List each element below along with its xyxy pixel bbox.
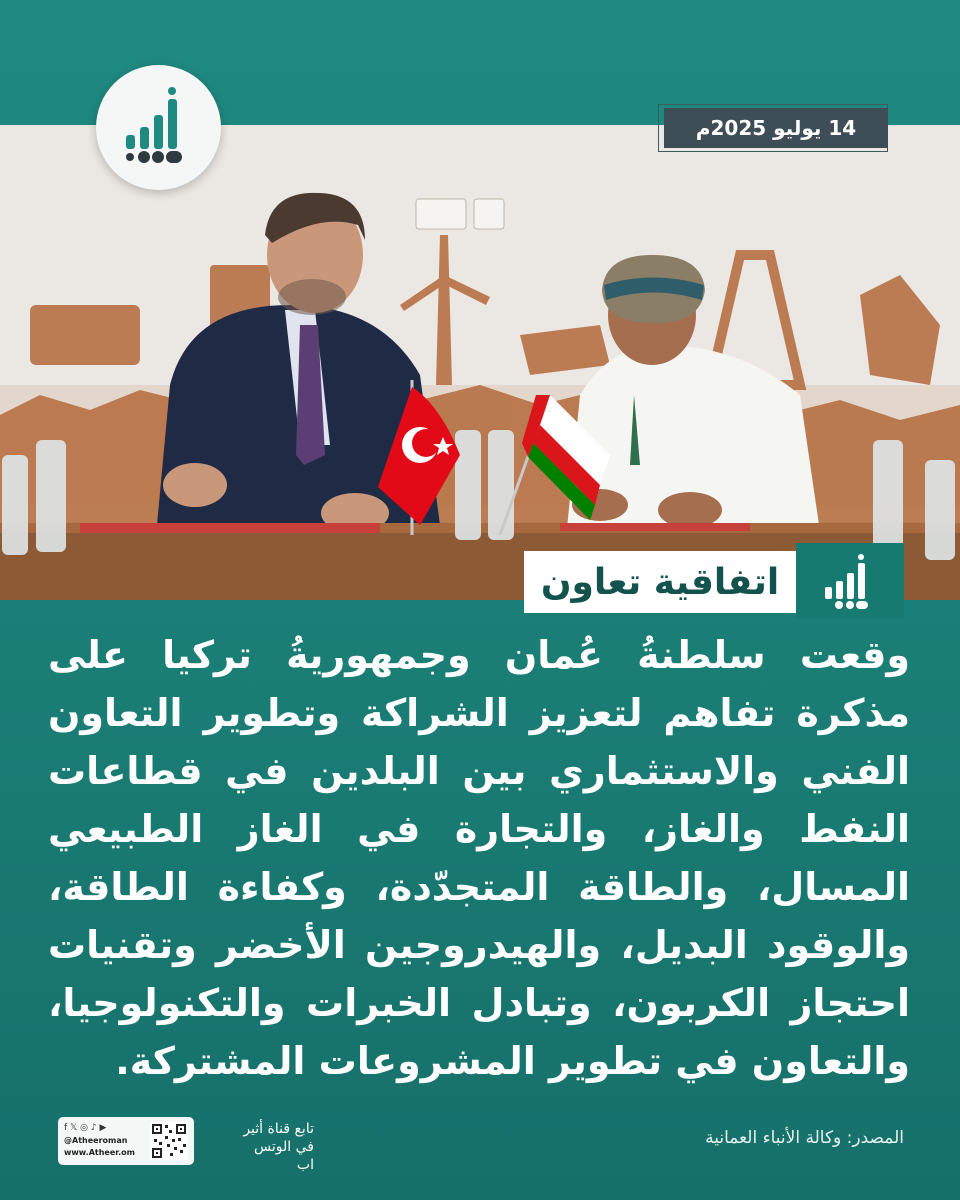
social-qr-card[interactable] xyxy=(58,1117,194,1165)
signing-photo xyxy=(0,125,960,600)
channel-line-2: في الوتس اب xyxy=(254,1139,314,1173)
headline-block xyxy=(524,543,904,619)
date-label: 14 يوليو 2025م xyxy=(664,108,888,148)
headline-logo-box xyxy=(796,543,904,619)
headline-title: اتفاقية تعاون xyxy=(524,551,796,613)
channel-line-1: تابع قناة أثير xyxy=(243,1121,314,1137)
atheer-logo-icon xyxy=(796,543,904,619)
brand-logo xyxy=(96,65,221,190)
signing-scene-illustration xyxy=(0,125,960,600)
atheer-logo-icon xyxy=(96,65,221,190)
whatsapp-channel-note[interactable] xyxy=(236,1120,314,1174)
website-url[interactable]: www.Atheer.om xyxy=(64,1148,135,1157)
article-body: وقعت سلطنةُ عُمان وجمهوريةُ تركيا على مذكرة تفاهم لتعزيز الشراكة وتطوير التعاون الفني والاستثماري بين البلدين في قطاعات النفط والغاز، والتجارة في الغاز الطبيعي المسال، والطاقة المتجدّدة، وكفاءة الطاقة، والوقود البديل، والهيدروجين الأخضر وتقنيات احتجاز الكربون، وتبادل الخبرات والتكنولوجيا، والتعاون في تطوير المشروعات المشتركة. xyxy=(48,633,910,1083)
source-credit: المصدر: وكالة الأنباء العمانية xyxy=(705,1128,904,1148)
social-handle: @Atheeroman xyxy=(64,1136,128,1145)
qr-code-icon[interactable] xyxy=(150,1122,188,1160)
social-icons-row: f 𝕏 ◎ ♪ ▶ xyxy=(64,1123,107,1133)
date-badge xyxy=(658,104,888,152)
